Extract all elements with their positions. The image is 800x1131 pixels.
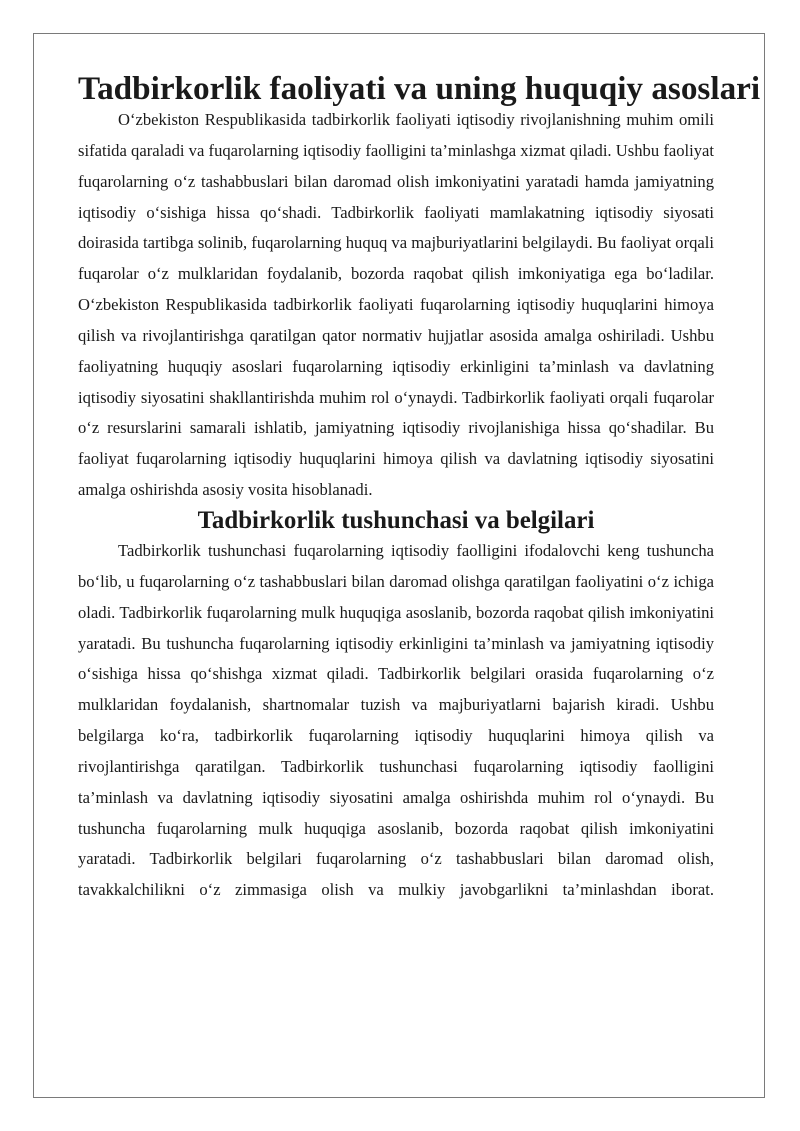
section-2-title: Tadbirkorlik tushunchasi va belgilari <box>197 506 595 534</box>
section-2-paragraph: Tadbirkorlik tushunchasi fuqarolarning iqtisodiy faolligini ifodalovchi keng tushuncha bo‘lib, u fuqarolarning o‘z tashabbuslari bilan daromad olishga qaratilgan faoliyatini o‘z ichiga oladi. Tadbirkorlik fuqarolarning mulk huquqiga asoslanib, bozorda raqobat qilish imkoniyatini yaratadi. Bu tushuncha fuqarolarning iqtisodiy erkinligini ta’minlash va jamiyatning iqtisodiy o‘sishiga hissa qo‘shishga xizmat qiladi. Tadbirkorlik belgilari orasida fuqarolarning o‘z mulklaridan foydalanish, shartnomalar tuzish va majburiyatlarni bajarish kiradi. Ushbu belgilarga ko‘ra, tadbirkorlik fuqarolarning iqtisodiy huquqlarini himoya qilish va rivojlantirishga qaratilgan. Tadbirkorlik tushunchasi fuqarolarning iqtisodiy faolligini ta’minlash va davlatning iqtisodiy siyosatini amalga oshirishda muhim rol o‘ynaydi. Bu tushuncha fuqarolarning mulk huquqiga asoslanib, bozorda raqobat qilish imkoniyatini yaratadi. Tadbirkorlik belgilari fuqarolarning o‘z tashabbuslari bilan daromad olish, tavakkalchilikni o‘z zimmasiga olish va mulkiy javobgarlikni ta’minlashdan iborat. <box>78 540 714 900</box>
section-1-title: Tadbirkorlik faoliyati va uning huquqiy asoslari <box>78 70 761 107</box>
section-1-paragraph: O‘zbekiston Respublikasida tadbirkorlik faoliyati iqtisodiy rivojlanishning muhim omili sifatida qaraladi va fuqarolarning iqtisodiy faolligini ta’minlashga xizmat qiladi. Ushbu faoliyat fuqarolarning o‘z tashabbuslari bilan daromad olish imkoniyatini yaratadi hamda jamiyatning iqtisodiy o‘sishiga hissa qo‘shadi. Tadbirkorlik faoliyati mamlakatning iqtisodiy siyosati doirasida tartibga solinib, fuqarolarning huquq va majburiyatlarini belgilaydi. Bu faoliyat orqali fuqarolar o‘z mulklaridan foydalanib, bozorda raqobat qilish imkoniyatiga ega bo‘ladilar. O‘zbekiston Respublikasida tadbirkorlik faoliyati fuqarolarning iqtisodiy huquqlarini himoya qilish va rivojlantirishga qaratilgan qator normativ hujjatlar asosida amalga oshiriladi. Ushbu faoliyatning huquqiy asoslari fuqarolarning iqtisodiy erkinligini ta’minlash va davlatning iqtisodiy siyosatini shakllantirishda muhim rol o‘ynaydi. Tadbirkorlik faoliyati orqali fuqarolar o‘z resurslarini samarali ishlatib, jamiyatning iqtisodiy rivojlanishiga hissa qo‘shadilar. Bu faoliyat fuqarolarning iqtisodiy huquqlarini himoya qilish va davlatning iqtisodiy siyosatini amalga oshirishda asosiy vosita hisoblanadi. <box>78 110 714 500</box>
document-body <box>78 70 761 906</box>
